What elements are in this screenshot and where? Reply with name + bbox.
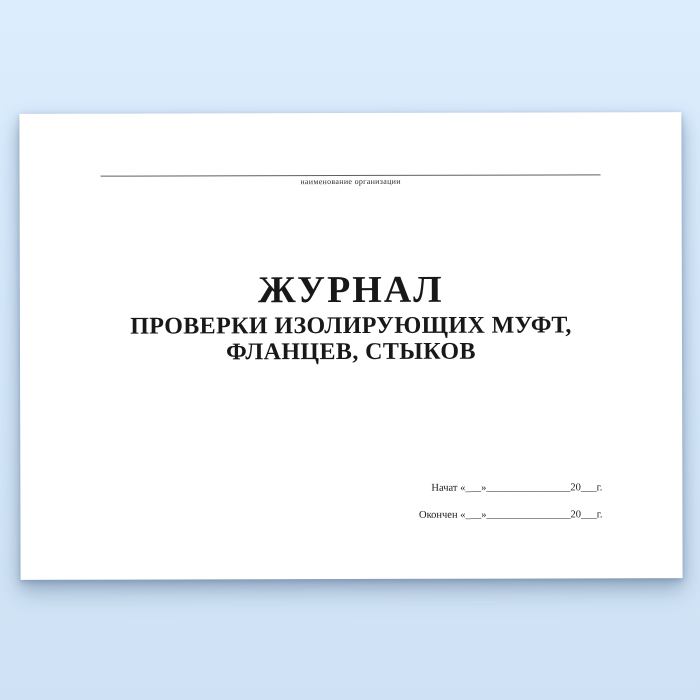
date-finished-row: Окончен «___»________________20___г. — [418, 509, 603, 521]
journal-subtitle-line-2: ФЛАНЦЕВ, СТЫКОВ — [226, 338, 476, 366]
dates-block — [419, 481, 603, 522]
title-block — [20, 270, 682, 366]
journal-title: ЖУРНАЛ — [258, 268, 444, 312]
journal-subtitle-line-1: ПРОВЕРКИ ИЗОЛИРУЮЩИХ МУФТ, — [130, 312, 572, 340]
organization-name-caption: наименование организации — [300, 176, 401, 187]
journal-subtitle — [20, 312, 682, 366]
date-started-row: Начат «___»________________20___г. — [431, 482, 603, 494]
organization-name-block — [101, 174, 601, 187]
journal-cover-page — [19, 112, 682, 580]
